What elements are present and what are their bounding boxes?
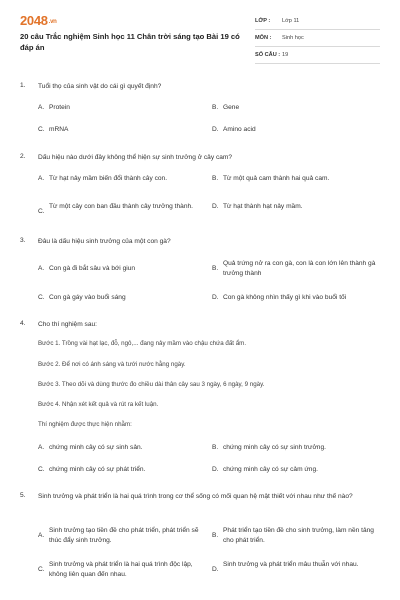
question-number: 3.	[20, 237, 26, 244]
meta-row-class	[255, 13, 380, 30]
meta-key: SỐ CÂU :	[255, 52, 281, 58]
document-header	[0, 0, 400, 70]
question-stem: Sinh trưởng và phát triển là hai quá trình trong cơ thể sống có mối quan hệ mật thiết với nhau như thế nào?	[38, 493, 353, 500]
site-logo[interactable]: 2048.vn	[20, 13, 57, 28]
meta-key: LỚP :	[255, 18, 271, 24]
question-number: 1.	[20, 82, 26, 89]
meta-row-count	[255, 47, 380, 64]
meta-table	[255, 13, 380, 64]
meta-row-subject	[255, 30, 380, 47]
experiment-step-3: Bước 3. Theo dõi và dùng thước đo chiều dài thân cây sau 3 ngày, 6 ngày, 9 ngày.	[38, 381, 265, 388]
question-stem: Dấu hiệu nào dưới đây không thể hiện sự sinh trưởng ở cây cam?	[38, 154, 233, 161]
meta-value: 19	[282, 52, 289, 58]
meta-key: MÔN :	[255, 35, 272, 41]
experiment-step-2: Bước 2. Để nơi có ánh sáng và tưới nước hằng ngày.	[38, 361, 186, 368]
page-title: 20 câu Trắc nghiệm Sinh học 11 Chân trời sáng tạo Bài 19 có đáp án	[20, 32, 240, 52]
question-stem: Đâu là dấu hiệu sinh trưởng của một con gà?	[38, 238, 171, 245]
question-stem: Cho thí nghiệm sau:	[38, 321, 98, 328]
experiment-step-1: Bước 1. Trồng vài hạt lạc, đỗ, ngô,... đang nảy mầm vào chậu chứa đất ẩm.	[38, 340, 247, 347]
meta-value: Lớp 11	[282, 18, 300, 24]
question-number: 2.	[20, 153, 26, 160]
experiment-step-4: Bước 4. Nhận xét kết quả và rút ra kết luận.	[38, 401, 159, 408]
question-followup: Thí nghiệm được thực hiện nhằm:	[38, 421, 132, 428]
question-number: 5.	[20, 492, 26, 499]
question-stem: Tuổi thọ của sinh vật do cái gì quyết định?	[38, 83, 162, 90]
meta-value: Sinh học	[282, 35, 304, 41]
question-number: 4.	[20, 320, 26, 327]
